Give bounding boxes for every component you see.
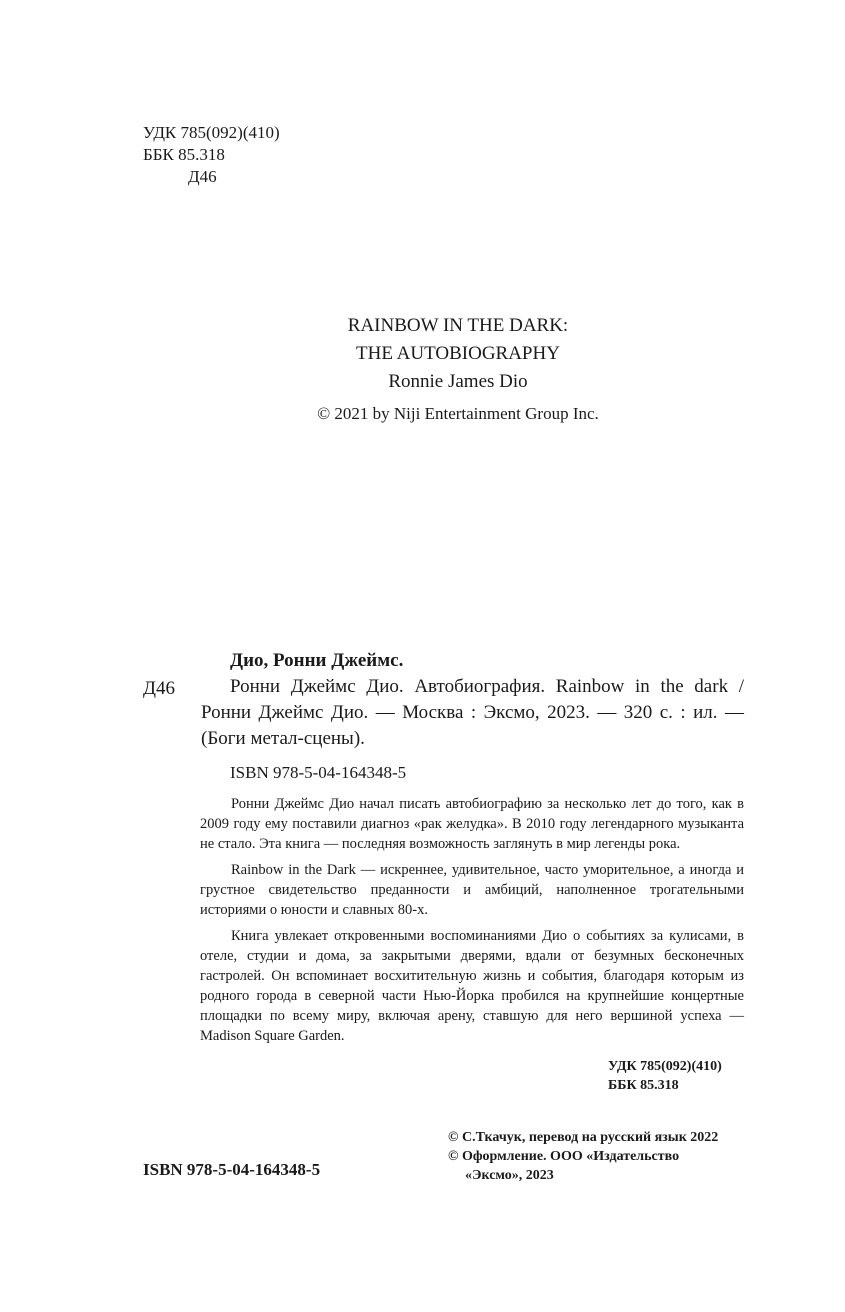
classification-block xyxy=(143,122,280,188)
original-title-block xyxy=(200,312,716,428)
catalog-heading: Дио, Ронни Джеймс. xyxy=(230,650,404,671)
annotation-paragraph-2: Rainbow in the Dark — искреннее, удивительное, часто уморительное, а иногда и грустное свидетельство преданности и амбиций, наполненное трогательными историями о юности и славных 80-х. xyxy=(200,862,744,918)
copyright-design-line2: «Эксмо», 2023 xyxy=(465,1168,554,1183)
footer-isbn: ISBN 978-5-04-164348-5 xyxy=(143,1160,321,1179)
annotation xyxy=(200,794,744,1046)
original-copyright: © 2021 by Niji Entertainment Group Inc. xyxy=(317,404,599,423)
catalog-description-text: Ронни Джеймс Дио. Автобиография. Rainbow in the dark / Ронни Джеймс Дио. — Москва : Эксмо, 2023. — 320 с. : ил. — (Боги метал-сцены). xyxy=(201,676,744,749)
original-title-line2: THE AUTOBIOGRAPHY xyxy=(356,343,560,364)
annotation-paragraph-3: Книга увлекает откровенными воспоминаниями Дио о событиях за кулисами, в отеле, студии и дома, за закрытыми дверями, вдали от безумных бесконечных гастролей. Он вспоминает восхитительную жизнь и события, благодаря которым из родного города в северной части Нью-Йорка пробился на крупнейшие концертные площадки по всему миру, включая арену, ставшую для него вершиной успеха — Madison Square Garden. xyxy=(200,928,744,1044)
author-mark: Д46 xyxy=(188,167,217,186)
bbk-code: ББК 85.318 xyxy=(143,145,225,164)
footer-copyrights xyxy=(448,1128,718,1185)
footer-udk: УДК 785(092)(410) xyxy=(608,1059,722,1074)
copyright-design-line1: © Оформление. ООО «Издательство xyxy=(448,1149,680,1164)
catalog-isbn: ISBN 978-5-04-164348-5 xyxy=(230,763,407,782)
catalog-side-mark: Д46 xyxy=(143,678,175,699)
annotation-paragraph-1: Ронни Джеймс Дио начал писать автобиографию за несколько лет до того, как в 2009 году ему поставили диагноз «рак желудка». В 2010 году легендарного музыканта не стало. Эта книга — последняя возможность заглянуть в мир легенды рока. xyxy=(200,796,744,852)
copyright-translation: © С.Ткачук, перевод на русский язык 2022 xyxy=(448,1130,719,1145)
catalog-entry xyxy=(201,648,744,752)
udk-code: УДК 785(092)(410) xyxy=(143,123,280,142)
catalog-description xyxy=(201,674,744,752)
footer-bbk: ББК 85.318 xyxy=(608,1078,679,1093)
original-title-line1: RAINBOW IN THE DARK: xyxy=(347,315,569,336)
original-author: Ronnie James Dio xyxy=(388,371,528,392)
footer-classification xyxy=(608,1057,722,1095)
